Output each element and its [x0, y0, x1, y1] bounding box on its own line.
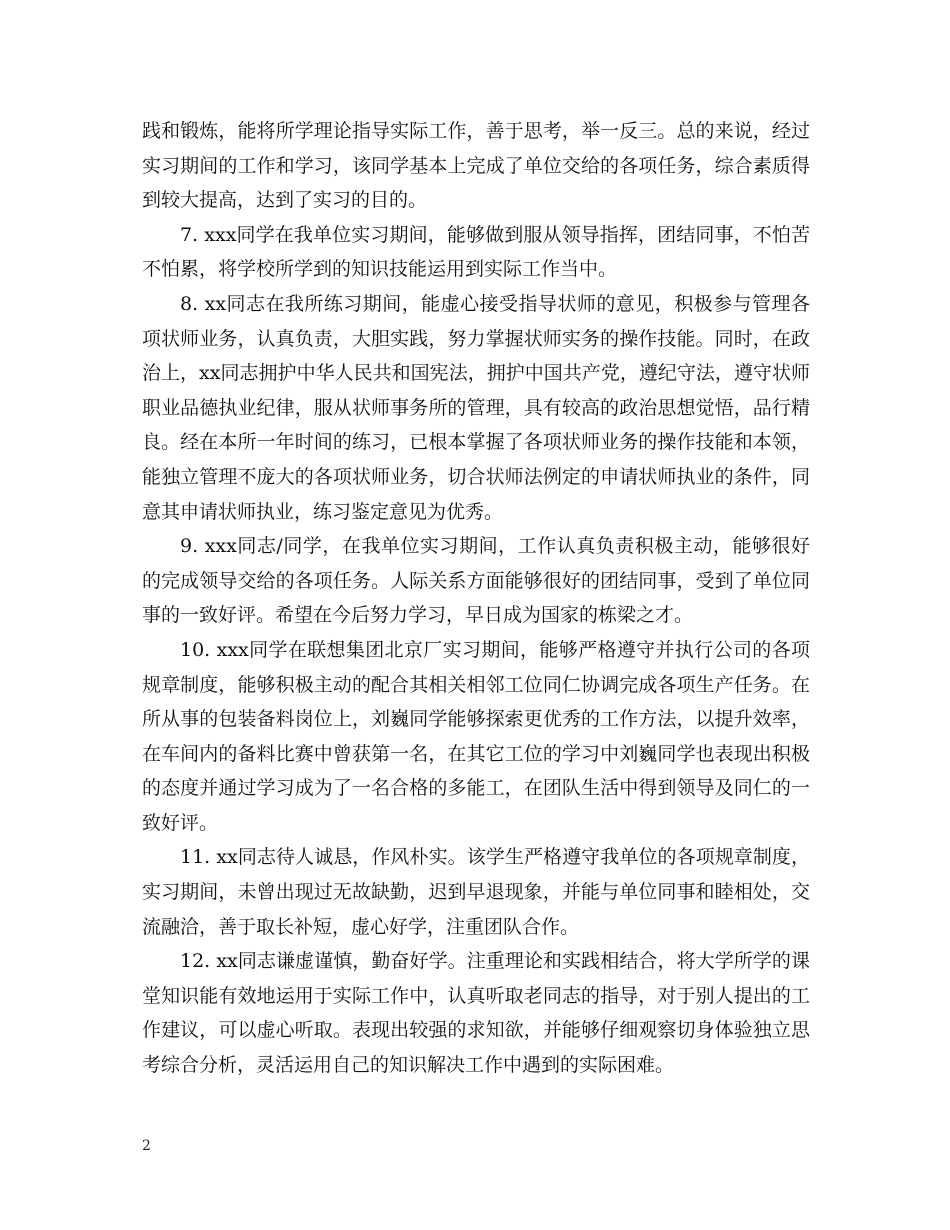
paragraph-item-8: 8. xx同志在我所练习期间，能虚心接受指导状师的意见，积极参与管理各项状师业务，认真负责，大胆实践，努力掌握状师实务的操作技能。同时，在政治上，xx同志拥护中华人民共和国宪法，拥护中国共产党，遵纪守法，遵守状师职业品德执业纪律，服从状师事务所的管理，具有较高的政治思想觉悟，品行精良。经在本所一年时间的练习，已根本掌握了各项状师业务的操作技能和本领，能独立管理不庞大的各项状师业务，切合状师法例定的申请状师执业的条件，同意其申请状师执业，练习鉴定意见为优秀。	[142, 292, 810, 523]
paragraph-continuation: 践和锻炼，能将所学理论指导实际工作，善于思考，举一反三。总的来说，经过实习期间的工作和学习，该同学基本上完成了单位交给的各项任务，综合素质得到较大提高，达到了实习的目的。	[142, 120, 810, 212]
paragraph-item-9: 9. xxx同志/同学，在我单位实习期间，工作认真负责积极主动，能够很好的完成领导交给的各项任务。人际关系方面能够很好的团结同事，受到了单位同事的一致好评。希望在今后努力学习，早日成为国家的栋梁之才。	[142, 535, 810, 627]
paragraph-item-12: 12. xx同志谦虚谨慎，勤奋好学。注重理论和实践相结合，将大学所学的课堂知识能有效地运用于实际工作中，认真听取老同志的指导，对于别人提出的工作建议，可以虚心听取。表现出较强的求知欲，并能够仔细观察切身体验独立思考综合分析，灵活运用自己的知识解决工作中遇到的实际困难。	[142, 950, 810, 1077]
paragraph-item-11: 11. xx同志待人诚恳，作风朴实。该学生严格遵守我单位的各项规章制度，实习期间，未曾出现过无故缺勤，迟到早退现象，并能与单位同事和睦相处，交流融洽，善于取长补短，虚心好学，注重团队合作。	[142, 846, 810, 938]
document-body	[142, 114, 810, 1083]
paragraph-item-10: 10. xxx同学在联想集团北京厂实习期间，能够严格遵守并执行公司的各项规章制度，能够积极主动的配合其相关相邻工位同仁协调完成各项生产任务。在所从事的包装备料岗位上，刘巍同学能够探索更优秀的工作方法，以提升效率，在车间内的备料比赛中曾获第一名，在其它工位的学习中刘巍同学也表现出积极的态度并通过学习成为了一名合格的多能工，在团队生活中得到领导及同仁的一致好评。	[142, 638, 810, 834]
page-number: 2	[142, 1138, 151, 1154]
paragraph-item-7: 7. xxx同学在我单位实习期间，能够做到服从领导指挥，团结同事，不怕苦不怕累，将学校所学到的知识技能运用到实际工作当中。	[142, 223, 810, 281]
